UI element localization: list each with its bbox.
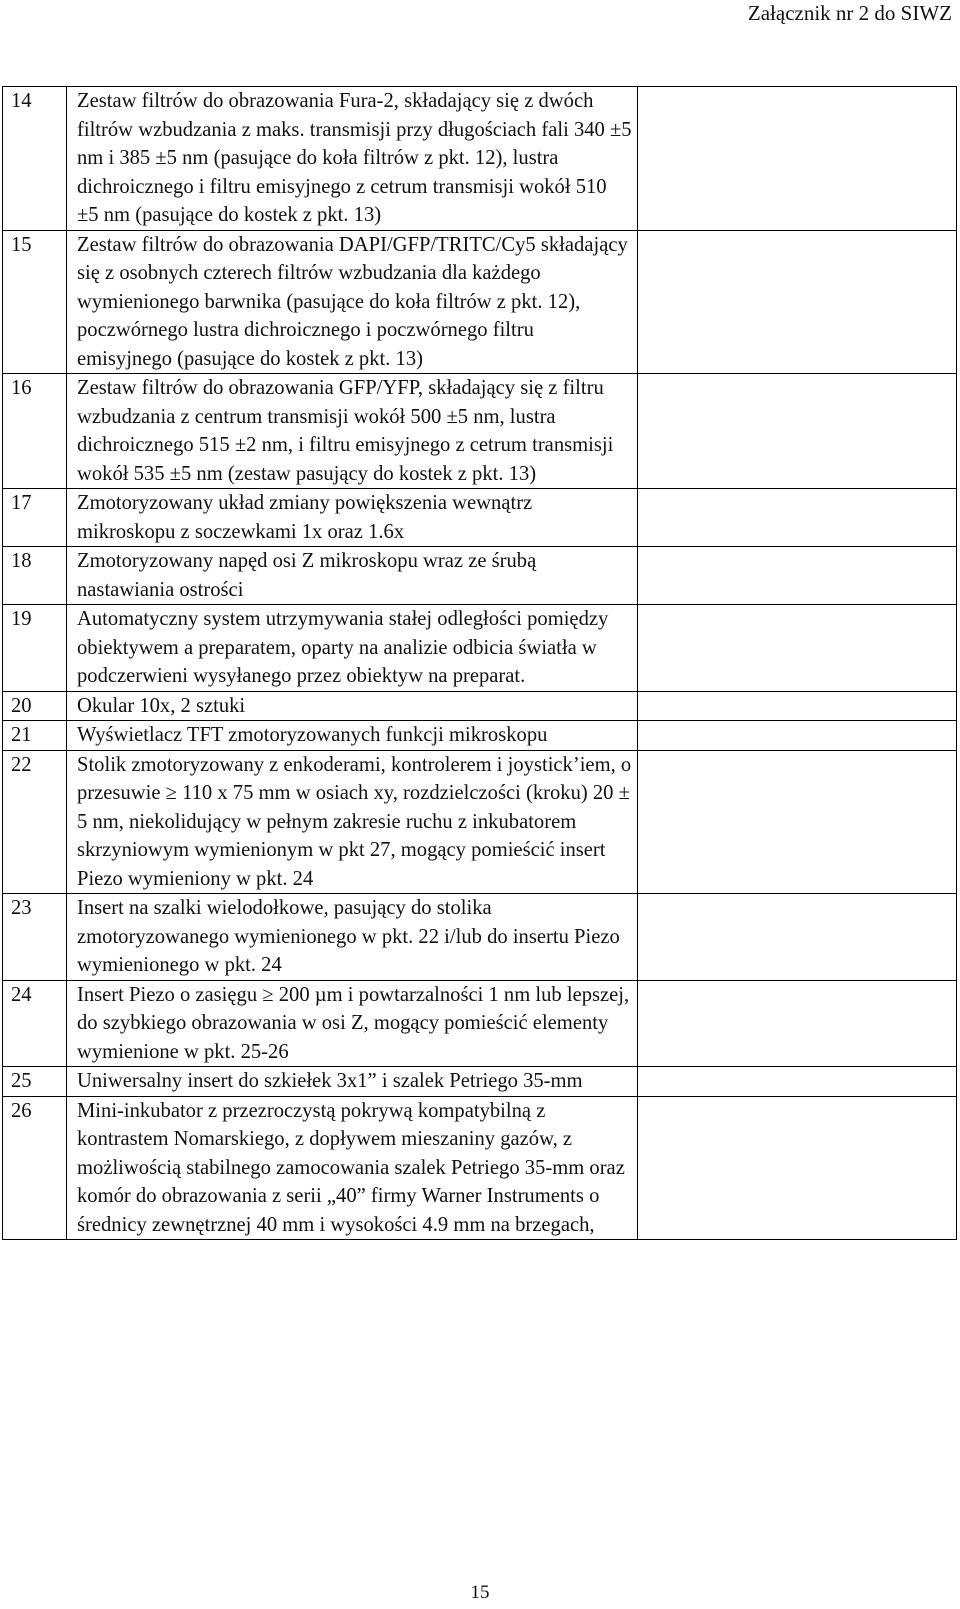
row-blank-cell	[638, 605, 957, 692]
table-row	[3, 980, 957, 1067]
row-number: 20	[3, 691, 67, 721]
row-description: Uniwersalny insert do szkiełek 3x1” i szalek Petriego 35-mm	[67, 1067, 638, 1097]
row-number: 25	[3, 1067, 67, 1097]
row-number: 17	[3, 489, 67, 547]
spec-table	[2, 86, 957, 1240]
row-number: 18	[3, 547, 67, 605]
row-blank-cell	[638, 1096, 957, 1240]
row-number: 15	[3, 230, 67, 374]
row-blank-cell	[638, 1067, 957, 1097]
row-blank-cell	[638, 980, 957, 1067]
row-description: Mini-inkubator z przezroczystą pokrywą kompatybilną z kontrastem Nomarskiego, z dopływem mieszaniny gazów, z możliwością stabilnego zamocowania szalek Petriego 35-mm oraz komór do obrazowania z serii „40” firmy Warner Instruments o średnicy zewnętrznej 40 mm i wysokości 4.9 mm na brzegach,	[67, 1096, 638, 1240]
row-number: 24	[3, 980, 67, 1067]
row-blank-cell	[638, 691, 957, 721]
spec-table-body	[3, 87, 957, 1240]
row-blank-cell	[638, 721, 957, 751]
row-blank-cell	[638, 894, 957, 981]
table-row	[3, 374, 957, 489]
document-header: Załącznik nr 2 do SIWZ	[747, 1, 952, 25]
row-blank-cell	[638, 489, 957, 547]
row-blank-cell	[638, 750, 957, 894]
table-row	[3, 230, 957, 374]
row-description: Insert na szalki wielodołkowe, pasujący do stolika zmotoryzowanego wymienionego w pkt. 22 i/lub do insertu Piezo wymienionego w pkt. 24	[67, 894, 638, 981]
row-number: 21	[3, 721, 67, 751]
row-number: 16	[3, 374, 67, 489]
table-row	[3, 87, 957, 231]
table-row	[3, 691, 957, 721]
row-description: Wyświetlacz TFT zmotoryzowanych funkcji mikroskopu	[67, 721, 638, 751]
table-row	[3, 750, 957, 894]
row-number: 26	[3, 1096, 67, 1240]
row-description: Automatyczny system utrzymywania stałej odległości pomiędzy obiektywem a preparatem, oparty na analizie odbicia światła w podczerwieni wysyłanego przez obiektyw na preparat.	[67, 605, 638, 692]
row-number: 22	[3, 750, 67, 894]
row-blank-cell	[638, 87, 957, 231]
table-row	[3, 894, 957, 981]
row-blank-cell	[638, 230, 957, 374]
row-description: Stolik zmotoryzowany z enkoderami, kontrolerem i joystick’iem, o przesuwie ≥ 110 x 75 mm w osiach xy, rozdzielczości (kroku) 20 ± 5 nm, niekolidujący w pełnym zakresie ruchu z inkubatorem skrzyniowym wymienionym w pkt 27, mogący pomieścić insert Piezo wymieniony w pkt. 24	[67, 750, 638, 894]
row-blank-cell	[638, 374, 957, 489]
page-number: 15	[470, 1582, 490, 1603]
row-description: Zestaw filtrów do obrazowania DAPI/GFP/TRITC/Cy5 składający się z osobnych czterech filtrów wzbudzania dla każdego wymienionego barwnika (pasujące do koła filtrów z pkt. 12), poczwórnego lustra dichroicznego i poczwórnego filtru emisyjnego (pasujące do kostek z pkt. 13)	[67, 230, 638, 374]
row-number: 23	[3, 894, 67, 981]
row-blank-cell	[638, 547, 957, 605]
row-description: Okular 10x, 2 sztuki	[67, 691, 638, 721]
row-description: Zestaw filtrów do obrazowania Fura-2, składający się z dwóch filtrów wzbudzania z maks. transmisji przy długościach fali 340 ±5 nm i 385 ±5 nm (pasujące do koła filtrów z pkt. 12), lustra dichroicznego i filtru emisyjnego z cetrum transmisji wokół 510 ±5 nm (pasujące do kostek z pkt. 13)	[67, 87, 638, 231]
table-row	[3, 1096, 957, 1240]
row-number: 14	[3, 87, 67, 231]
row-number: 19	[3, 605, 67, 692]
table-row	[3, 489, 957, 547]
row-description: Insert Piezo o zasięgu ≥ 200 µm i powtarzalności 1 nm lub lepszej, do szybkiego obrazowania w osi Z, mogący pomieścić elementy wymienione w pkt. 25-26	[67, 980, 638, 1067]
row-description: Zmotoryzowany napęd osi Z mikroskopu wraz ze śrubą nastawiania ostrości	[67, 547, 638, 605]
row-description: Zestaw filtrów do obrazowania GFP/YFP, składający się z filtru wzbudzania z centrum transmisji wokół 500 ±5 nm, lustra dichroicznego 515 ±2 nm, i filtru emisyjnego z cetrum transmisji wokół 535 ±5 nm (zestaw pasujący do kostek z pkt. 13)	[67, 374, 638, 489]
table-row	[3, 547, 957, 605]
table-row	[3, 721, 957, 751]
row-description: Zmotoryzowany układ zmiany powiększenia wewnątrz mikroskopu z soczewkami 1x oraz 1.6x	[67, 489, 638, 547]
table-row	[3, 1067, 957, 1097]
table-row	[3, 605, 957, 692]
